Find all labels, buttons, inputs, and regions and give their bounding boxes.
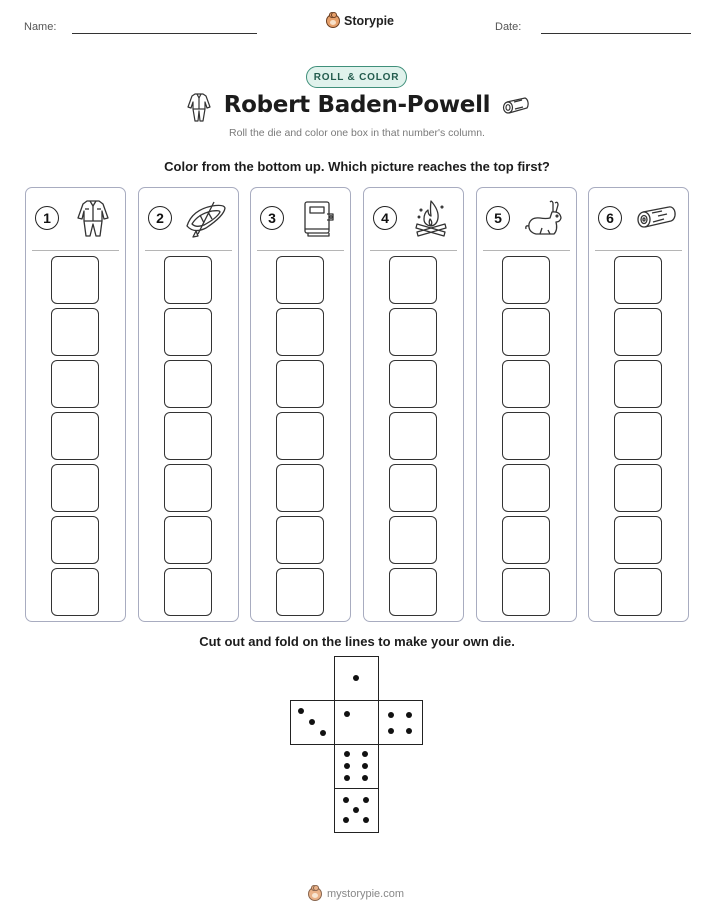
color-box[interactable] xyxy=(614,308,662,356)
book-icon xyxy=(296,198,340,238)
color-box[interactable] xyxy=(389,464,437,512)
bear-mascot-icon xyxy=(308,887,322,901)
column-divider xyxy=(370,250,457,251)
name-line[interactable] xyxy=(72,33,257,34)
color-box[interactable] xyxy=(164,516,212,564)
color-box[interactable] xyxy=(389,516,437,564)
color-box[interactable] xyxy=(276,308,324,356)
column-number: 5 xyxy=(486,206,510,230)
color-box[interactable] xyxy=(389,256,437,304)
color-box[interactable] xyxy=(164,568,212,616)
die-pip xyxy=(343,817,349,823)
color-box[interactable] xyxy=(389,360,437,408)
color-box[interactable] xyxy=(614,464,662,512)
color-box[interactable] xyxy=(164,256,212,304)
page-title: Robert Baden-Powell xyxy=(223,92,491,118)
date-label: Date: xyxy=(495,21,522,33)
color-box[interactable] xyxy=(614,516,662,564)
die-face-4 xyxy=(378,700,423,745)
column-1 xyxy=(25,187,126,622)
color-box[interactable] xyxy=(389,308,437,356)
color-box[interactable] xyxy=(51,256,99,304)
die-pip xyxy=(362,763,368,769)
column-6 xyxy=(588,187,689,622)
die-pip xyxy=(406,712,412,718)
die-face-1 xyxy=(334,700,379,745)
die-face-3 xyxy=(290,700,335,745)
die-pip xyxy=(309,719,315,725)
die-pip xyxy=(298,708,304,714)
die-pip xyxy=(362,775,368,781)
die-face-5 xyxy=(334,788,379,833)
uniform-icon xyxy=(186,92,212,122)
column-2 xyxy=(138,187,239,622)
canoe-icon xyxy=(184,198,228,238)
color-box[interactable] xyxy=(502,516,550,564)
color-box[interactable] xyxy=(164,412,212,460)
color-box[interactable] xyxy=(164,308,212,356)
subtitle: Roll the die and color one box in that number's column. xyxy=(229,127,485,139)
color-box[interactable] xyxy=(51,568,99,616)
bear-mascot-icon xyxy=(326,14,340,28)
die-pip xyxy=(363,817,369,823)
color-box[interactable] xyxy=(276,360,324,408)
log-icon xyxy=(500,96,530,116)
color-box[interactable] xyxy=(502,464,550,512)
die-pip xyxy=(320,730,326,736)
die-pip xyxy=(344,763,350,769)
color-box[interactable] xyxy=(164,360,212,408)
instruction-text: Color from the bottom up. Which picture reaches the top first? xyxy=(164,159,550,174)
color-box[interactable] xyxy=(614,412,662,460)
column-divider xyxy=(257,250,344,251)
footer xyxy=(308,887,404,901)
column-divider xyxy=(32,250,119,251)
column-divider xyxy=(145,250,232,251)
die-instruction: Cut out and fold on the lines to make your own die. xyxy=(199,634,515,649)
die-face-1 xyxy=(334,656,379,701)
die-pip xyxy=(363,797,369,803)
column-divider xyxy=(483,250,570,251)
die-pip xyxy=(343,797,349,803)
die-pip xyxy=(388,728,394,734)
brand-name: Storypie xyxy=(344,14,395,28)
column-number: 4 xyxy=(373,206,397,230)
color-box[interactable] xyxy=(51,360,99,408)
die-pip xyxy=(344,751,350,757)
color-box[interactable] xyxy=(502,308,550,356)
die-pip xyxy=(344,775,350,781)
color-box[interactable] xyxy=(51,464,99,512)
column-3 xyxy=(250,187,351,622)
color-box[interactable] xyxy=(51,516,99,564)
die-pip xyxy=(353,675,359,681)
color-box[interactable] xyxy=(614,256,662,304)
log-icon xyxy=(634,198,678,238)
color-box[interactable] xyxy=(164,464,212,512)
color-box[interactable] xyxy=(502,412,550,460)
roll-and-color-badge: ROLL & COLOR xyxy=(306,66,407,88)
column-number: 6 xyxy=(598,206,622,230)
die-pip xyxy=(353,807,359,813)
color-box[interactable] xyxy=(614,568,662,616)
column-number: 2 xyxy=(148,206,172,230)
color-box[interactable] xyxy=(51,412,99,460)
column-number: 1 xyxy=(35,206,59,230)
color-box[interactable] xyxy=(276,516,324,564)
die-pip xyxy=(344,711,350,717)
die-face-6 xyxy=(334,744,379,789)
color-box[interactable] xyxy=(389,412,437,460)
uniform-icon xyxy=(71,198,115,238)
column-number: 3 xyxy=(260,206,284,230)
color-box[interactable] xyxy=(276,412,324,460)
color-box[interactable] xyxy=(614,360,662,408)
color-box[interactable] xyxy=(276,256,324,304)
color-box[interactable] xyxy=(502,568,550,616)
footer-url: mystorypie.com xyxy=(327,888,405,900)
name-label: Name: xyxy=(24,21,57,33)
color-box[interactable] xyxy=(389,568,437,616)
column-4 xyxy=(363,187,464,622)
die-pip xyxy=(362,751,368,757)
color-box[interactable] xyxy=(502,256,550,304)
campfire-icon xyxy=(409,198,453,238)
column-5 xyxy=(476,187,577,622)
color-box[interactable] xyxy=(276,464,324,512)
die-pip xyxy=(388,712,394,718)
brand-logo xyxy=(326,14,394,28)
column-divider xyxy=(595,250,682,251)
die-pip xyxy=(406,728,412,734)
color-box[interactable] xyxy=(276,568,324,616)
color-box[interactable] xyxy=(51,308,99,356)
color-box[interactable] xyxy=(502,360,550,408)
rabbit-icon xyxy=(522,198,566,238)
date-line[interactable] xyxy=(541,33,691,34)
